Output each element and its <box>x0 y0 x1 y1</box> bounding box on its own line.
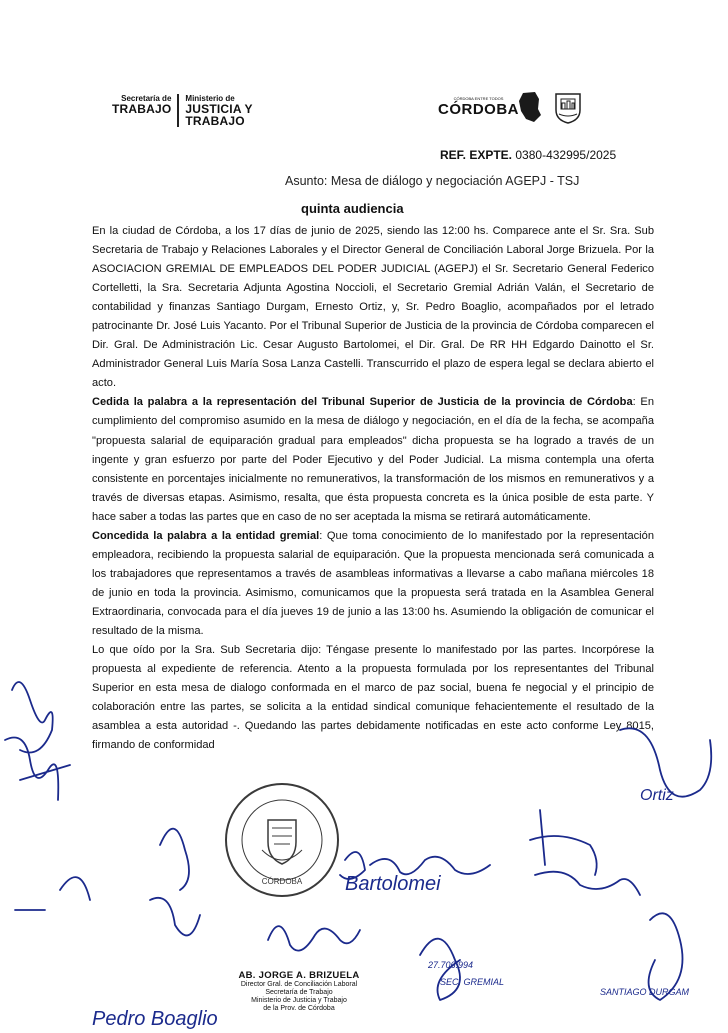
santiago-durgam-handwriting: SANTIAGO DURGAM <box>600 987 690 997</box>
paragraph-3-text: : Que toma conocimiento de lo manifestado por la representación empleadora, recibiendo la propuesta salarial de equiparación. Que la propuesta mencionada será comunicada a los trabajadores que representamos a través de asambleas informativas a llevarse a cabo mañana miércoles 18 de junio en toda la provincia. Asimismo, comunicamos que la propuesta será tratada en la Asamblea General Extraordinaria, convocada para el día jueves 19 de junio a las 13:00 hs. Asumiendo la obligación de comunicar el resultado de la misma. <box>92 529 654 637</box>
paragraph-1: En la ciudad de Córdoba, a los 17 días de junio de 2025, siendo las 12:00 hs. Comparece ante el Sr. Sra. Sub Secretaria de Trabajo y Relaciones Laborales y el Director General de Conciliación Laboral Jorge Brizuela. Por la ASOCIACION GREMIAL DE EMPLEADOS DEL PODER JUDICIAL (AGEPJ) el Sr. Secretario General Federico Cortelletti, la Sra. Secretaria Adjunta Agostina Noccioli, el Secretario Gremial Adrián Valán, el Secretario de contabilidad y finanzas Santiago Durgam, Ernesto Ortiz, y, Sr. Pedro Boaglio, acompañados por el letrado patrocinante Dr. José Luis Yacanto. Por el Tribunal Superior de Justicia de la provincia de Córdoba comparecen el Dir. Gral. De Administración Lic. Cesar Augusto Bartolomei, el Dir. Gral. De RR HH Edgardo Dainotto el Sr. Administrador General Luis María Sosa Lanza Castelli. Transcurrido el plazo de espera legal se declara abierto el acto. <box>92 225 654 390</box>
paragraph-2-text: : En cumplimiento del compromiso asumido en la mesa de diálogo y negociación, en el día de la fecha, se acompaña "propuesta salarial de equiparación gradual para empleados" dicha propuesta se ha logrado a través de un ingente y gran esfuerzo por parte del Poder Ejecutivo y del Poder Judicial. La misma contempla una oferta consistente en porcentajes inicialmente no remunerativos, la transformación de los mismos en remunerativos y a través de diversas etapas. Asimismo, resalta, que ésta propuesta concreta es la única posible de esta parte. Y hace saber a todas las partes que en caso de no ser aceptada la misma se retirará automáticamente. <box>92 396 654 523</box>
paragraph-2 <box>92 393 654 526</box>
secretaria-big: TRABAJO <box>112 102 172 116</box>
signatures-layer <box>0 660 728 1033</box>
sec-gremial-handwriting: SEC. GREMIAL <box>440 977 505 987</box>
dni-handwriting: 27.706.994 <box>428 960 474 970</box>
cordoba-tagline: CÓRDOBA ENTRE TODOS <box>453 96 504 101</box>
reference-line <box>440 148 616 162</box>
seal-bottom-text: CÓRDOBA <box>261 877 303 886</box>
margin-signature-2 <box>5 738 70 801</box>
bartolomei-handwriting: Bartolomei <box>345 873 441 895</box>
right-signature-3 <box>535 872 640 895</box>
ministerio-big-2: TRABAJO <box>185 114 245 128</box>
signer-title-3: Ministerio de Justicia y Trabajo <box>251 997 347 1004</box>
paragraph-3-heading: Concedida la palabra a la entidad gremial <box>92 529 320 542</box>
signer-name: AB. JORGE A. BRIZUELA <box>238 970 360 981</box>
reference-label: REF. EXPTE. <box>440 148 513 162</box>
signer-title-2: Secretaría de Trabajo <box>265 989 333 996</box>
margin-signature-1 <box>12 682 53 753</box>
paragraph-2-heading: Cedida la palabra a la representación del Tribunal Superior de Justicia de la provincia de Córdoba <box>92 396 633 409</box>
ministerio-small: Ministerio de <box>185 94 235 103</box>
secretaria-small: Secretaría de <box>121 94 172 103</box>
ministerio-big-1: JUSTICIA Y <box>185 102 253 116</box>
subject-line: Asunto: Mesa de diálogo y negociación AGEPJ - TSJ <box>285 174 580 188</box>
brizuela-signature-block <box>238 970 360 1013</box>
document-title: quinta audiencia <box>301 201 404 216</box>
pedro-boaglio-handwriting: Pedro Boaglio <box>92 1008 218 1030</box>
secretaria-trabajo-logo <box>112 94 253 127</box>
reference-number: 0380-432995/2025 <box>515 148 617 162</box>
signer-title-1: Director Gral. de Conciliación Laboral <box>240 981 358 988</box>
paragraph-4: Lo que oído por la Sra. Sub Secretaria dijo: Téngase presente lo manifestado por las partes. Incorpórese la propuesta al expediente de referencia. Atento a la propuesta formulada por los representantes del Tribunal Superior en esta mesa de dialogo conformada en el marco de paz social, buena fe negocial y el principio de colaboración entre las partes, se solicita a la entidad sindical comunique fehacientemente el resultado de la asamblea a esta autoridad -. Quedando las partes debidamente notificadas en este acto conforme Ley 8015, firmando de conformidad <box>92 644 654 752</box>
right-signature-2 <box>530 810 597 875</box>
cordoba-name: CÓRDOBA <box>438 101 519 118</box>
paragraph-3 <box>92 527 654 641</box>
province-shield-icon <box>553 90 583 124</box>
ortiz-handwriting: Ortiz <box>640 787 674 804</box>
province-map-icon <box>517 91 543 123</box>
cordoba-logo <box>438 90 583 124</box>
margin-signature-3 <box>150 829 200 936</box>
signer-title-4: de la Prov. de Córdoba <box>263 1005 335 1012</box>
brizuela-signature <box>268 926 360 950</box>
margin-signature-4 <box>15 877 90 910</box>
